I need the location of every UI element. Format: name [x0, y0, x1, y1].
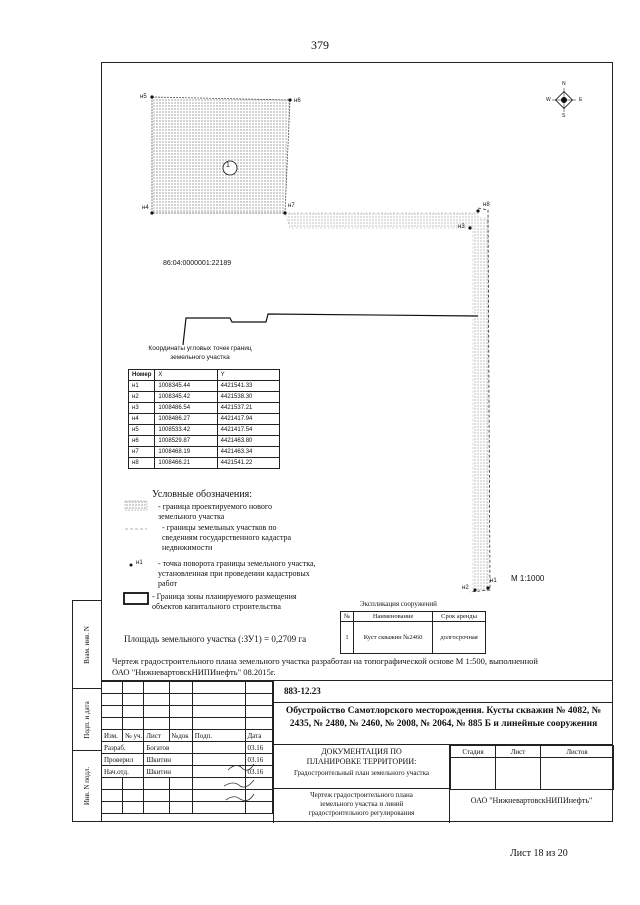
- table-row: н7 1008468.19 4421463.34: [129, 447, 280, 458]
- point-label-n4: н4: [142, 205, 149, 211]
- plot-area: [152, 97, 290, 213]
- legend-symbol-new-plot: [125, 501, 147, 510]
- title-block: [101, 680, 613, 822]
- table-row: н8 1008466.21 4421541.22: [129, 458, 280, 469]
- legend-symbol-zone: [124, 593, 148, 604]
- stamp-role-row: Проверил Шкитин 03.16: [102, 754, 273, 766]
- legend-title: Условные обозначения:: [152, 489, 253, 500]
- plot-number: 1: [226, 162, 230, 169]
- coord-table-title: Координаты угловых точек границ земельного участка: [148, 345, 252, 361]
- side-cell-inventory: Инв. N подл.: [83, 766, 91, 806]
- point-label-n1: н1: [490, 578, 497, 584]
- doc-title: ДОКУМЕНТАЦИЯ ПО ПЛАНИРОВКЕ ТЕРРИТОРИИ:: [306, 747, 417, 766]
- point-label-n3: н3: [458, 224, 465, 230]
- sheet-footer: Лист 18 из 20: [510, 848, 568, 859]
- compass-e: E: [579, 97, 583, 103]
- point-label-n2: н2: [462, 585, 469, 591]
- point-label-n6: н6: [294, 98, 301, 104]
- project-code: 883-12.23: [284, 686, 321, 696]
- table-row: н1 1008345.44 4421541.33: [129, 381, 280, 392]
- legend-point-symbol: н1: [136, 560, 143, 566]
- scale-label: М 1:1000: [511, 574, 545, 583]
- legend-item-cadastral: - границы земельных участков по сведениям государственного кадастра недвижимости: [162, 523, 292, 552]
- stamp-col-headers: Изм. № уч. Лист №док Подп. Дата: [102, 730, 273, 742]
- drawing-title: Чертеж градостроительного плана земельного участка и линий градостроительного регулирования: [274, 789, 450, 823]
- point-label-n7: н7: [288, 203, 295, 209]
- zone-boundary: [183, 314, 478, 345]
- revision-grid: [101, 681, 273, 814]
- side-cell-replace: Взам. инв. N: [73, 601, 101, 689]
- page-number: 379: [311, 38, 329, 52]
- stamp-role-row: Разраб. Богатов 03.16: [102, 742, 273, 754]
- compass-n: N: [562, 81, 566, 87]
- explication-title: Экспликация сооружений: [360, 600, 437, 608]
- area-text: Площадь земельного участка (:ЗУ1) = 0,2709 га: [124, 634, 307, 644]
- legend-item-point: - точка поворота границы земельного участка, установленная при проведении кадастровых работ: [158, 559, 316, 588]
- stamp-role-row: Нач.отд. Шкитин 03.16: [102, 766, 273, 778]
- coord-table: [128, 369, 280, 469]
- point-label-n8: н8: [483, 202, 490, 208]
- compass-w: W: [546, 97, 551, 103]
- side-cell-signature: Подп. и дата: [73, 689, 101, 751]
- compass-s: S: [562, 113, 566, 119]
- organization: ОАО "НижневартовскНИПИнефть": [470, 796, 593, 805]
- table-row: н5 1008533.42 4421417.54: [129, 425, 280, 436]
- table-row: н4 1008486.27 4421417.94: [129, 414, 280, 425]
- table-header: № Наименование Срок аренды: [341, 612, 486, 622]
- table-row: 1 Куст скважин №2460 долгосрочная: [341, 622, 486, 654]
- legend-symbol-point: [130, 564, 133, 567]
- cadastral-number: 86:04:0000001:22189: [163, 260, 232, 267]
- table-row: н2 1008345.42 4421538.30: [129, 392, 280, 403]
- table-row: н3 1008486.54 4421537.21: [129, 403, 280, 414]
- doc-subtitle: Градостроительный план земельного участка: [293, 769, 430, 777]
- explication-table: [340, 611, 486, 654]
- legend-item-zone: - Граница зоны планируемого размещения объектов капитального строительства: [152, 592, 297, 611]
- compass-rose: [552, 88, 576, 112]
- table-row: н6 1008529.87 4421463.80: [129, 436, 280, 447]
- note-text: Чертеж градостроительного плана земельного участка разработан на топографической основе М 1:500, выполненной ОАО "НижневартовскНИПИнефть" 08.2015г.: [112, 656, 538, 677]
- table-header: Номер X Y: [129, 370, 280, 381]
- point-label-n5: н5: [140, 94, 147, 100]
- project-title: Обустройство Самотлорского месторождения. Кусты скважин № 4082, № 2435, № 2480, № 2460, № 2008, № 2064, № 885 Б и линейные сооружения: [274, 703, 613, 745]
- corridor-strip: [285, 213, 488, 590]
- legend-item-new-plot: - граница проектируемого нового земельного участка: [158, 502, 272, 521]
- stage-table: Стадия Лист Листов: [450, 745, 614, 790]
